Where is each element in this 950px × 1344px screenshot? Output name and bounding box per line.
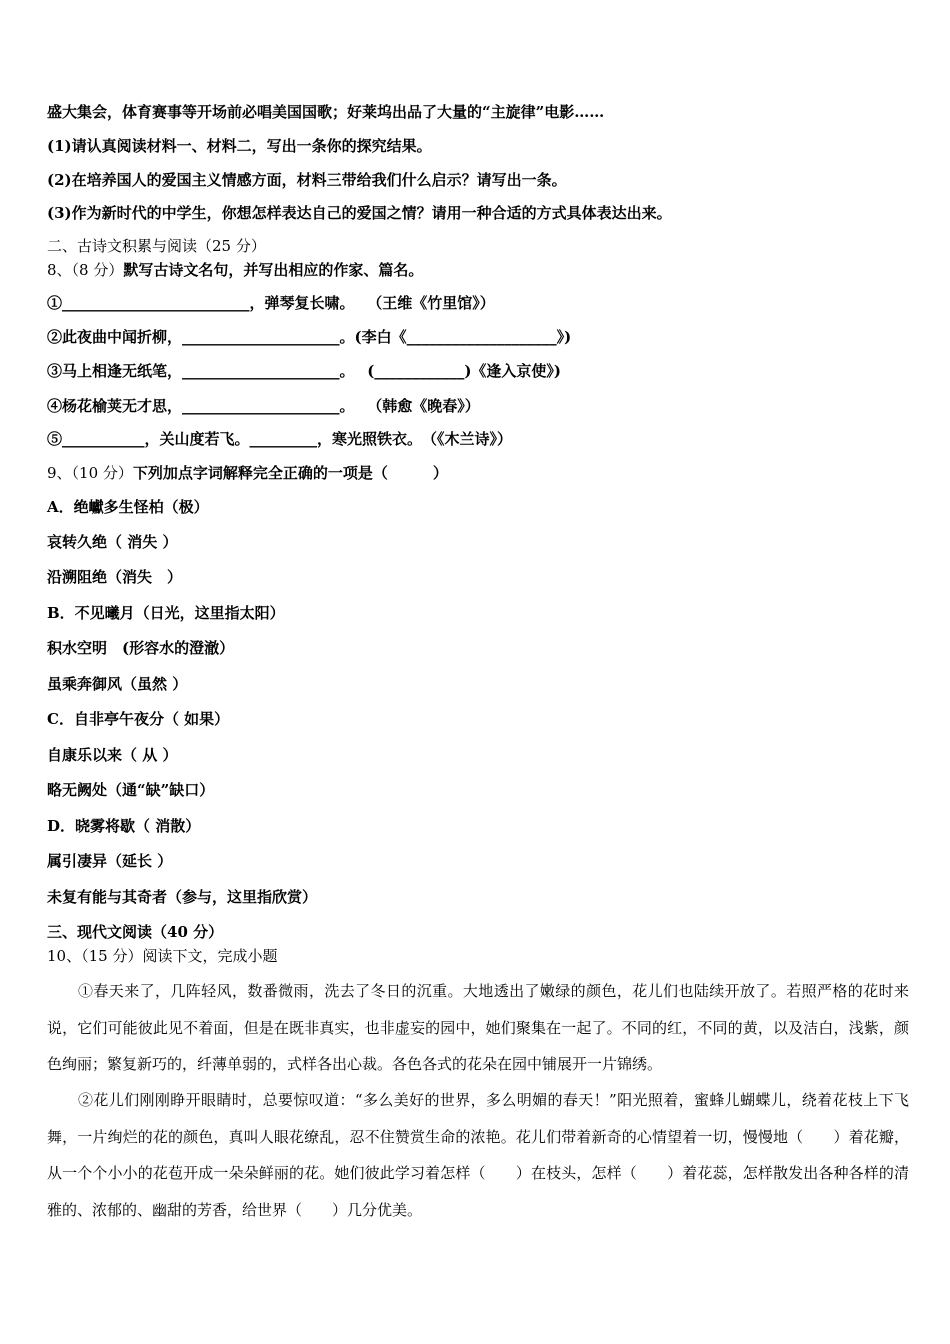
q8-item-1: ①_________________________，弹琴复长啸。 （王维《竹里馆》） [47, 294, 495, 312]
q8-prompt: 默写古诗文名句，并写出相应的作家、篇名。 [123, 261, 424, 279]
q9-option-line: C．自非亭午夜分（ 如果） [47, 710, 230, 728]
intro-line: 盛大集会，体育赛事等开场前必唱美国国歌；好莱坞出品了大量的“主旋律”电影…… [47, 103, 605, 121]
q10-number: 10、 [47, 947, 82, 965]
q9-prompt: 下列加点字词解释完全正确的一项是（ ） [132, 464, 448, 482]
q8-header [47, 260, 423, 280]
section-3-title: 三、现代文阅读（40 分） [47, 923, 224, 941]
q7-subquestion-3: (3)作为新时代的中学生，你想怎样表达自己的爱国之情？请用一种合适的方式具体表达出来。 [47, 204, 672, 222]
q10-prompt: 阅读下文，完成小题 [142, 947, 278, 965]
q9-option-line: 略无阙处（通“缺”缺口） [47, 781, 215, 799]
q9-option-line: 沿溯阻绝（消失 ） [47, 568, 183, 586]
q9-option-line: 未复有能与其奇者（参与，这里指欣赏） [47, 888, 318, 906]
q10-points: （15 分） [81, 947, 143, 965]
q9-option-line: 哀转久绝（ 消失 ） [47, 533, 178, 551]
q8-item-4: ④杨花榆荚无才思，_____________________。 （韩愈《晚春》） [47, 397, 480, 415]
q10-header [47, 946, 277, 966]
q7-subquestion-1: (1)请认真阅读材料一、材料二，写出一条你的探究结果。 [47, 137, 432, 155]
q9-option-line: A．绝巘多生怪柏（极） [47, 498, 209, 516]
q9-option-line: B．不见曦月（日光，这里指太阳） [47, 604, 285, 622]
q9-number: 9、 [47, 464, 72, 482]
passage-paragraph-1: ①春天来了，几阵轻风，数番微雨，洗去了冬日的沉重。大地透出了嫩绿的颜色，花儿们也陆续开放了。若照严格的花时来说，它们可能彼此见不着面，但是在既非真实，也非虚妄的园中，她们聚集在一起了。不同的红，不同的黄，以及洁白，浅紫，颜色绚丽；繁复新巧的，纤薄单弱的，式样各出心裁。各色各式的花朵在园中铺展开一片锦绣。 [47, 982, 909, 1073]
q8-points: （8 分） [71, 261, 124, 279]
section-2-title: 二、古诗文积累与阅读（25 分） [47, 237, 266, 255]
q8-number: 8、 [47, 261, 72, 279]
q8-item-5: ⑤___________，关山度若飞。_________，寒光照铁衣。 （《木兰诗》） [47, 430, 513, 448]
q9-option-line: 属引凄异（延长 ） [47, 852, 173, 870]
q9-header [47, 463, 448, 483]
q8-item-3: ③马上相逢无纸笔，_____________________。 (____________)《逢入京使》) [47, 362, 562, 380]
q9-points: （10 分） [71, 464, 133, 482]
passage-paragraph-2: ②花儿们刚刚睁开眼睛时，总要惊叹道：“多么美好的世界，多么明媚的春天！”阳光照着，蜜蜂儿蝴蝶儿，绕着花枝上下飞舞，一片绚烂的花的颜色，真叫人眼花缭乱，忍不住赞赏生命的浓艳。花儿们带着新奇的心情望着一切，慢慢地（ ）着花瓣，从一个个小小的花苞开成一朵朵鲜丽的花。她们彼此学习着怎样（ ）在枝头，怎样（ ）着花蕊，怎样散发出各种各样的清雅的、浓郁的、幽甜的芳香，给世界（ ）几分优美。 [47, 1091, 909, 1219]
q7-subquestion-2: (2)在培养国人的爱国主义情感方面，材料三带给我们什么启示？请写出一条。 [47, 171, 567, 189]
q9-option-line: 积水空明 (形容水的澄澈） [47, 639, 235, 657]
q9-option-line: 自康乐以来（ 从 ） [47, 746, 178, 764]
q8-item-2: ②此夜曲中闻折柳，_____________________。(李白《____________________》) [47, 328, 572, 346]
q9-option-line: 虽乘奔御风（虽然 ） [47, 675, 188, 693]
q9-option-line: D．晓雾将歇（ 消散） [47, 817, 201, 835]
